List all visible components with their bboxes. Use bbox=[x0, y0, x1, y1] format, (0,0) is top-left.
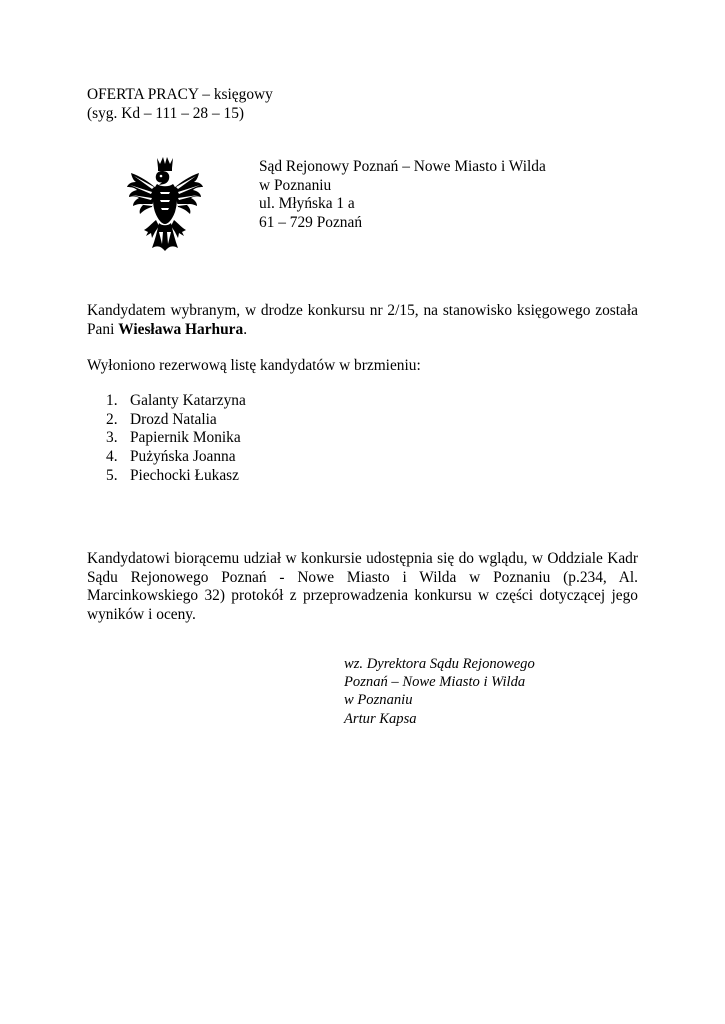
list-item-number: 4. bbox=[106, 448, 118, 466]
list-item bbox=[106, 411, 246, 430]
list-item-number: 5. bbox=[106, 466, 118, 484]
list-item-number: 2. bbox=[106, 410, 118, 428]
polish-eagle-emblem-icon bbox=[124, 154, 206, 252]
list-item bbox=[106, 392, 246, 411]
court-name: Sąd Rejonowy Poznań – Nowe Miasto i Wilda bbox=[259, 158, 546, 175]
signature-line-court: Poznań – Nowe Miasto i Wilda bbox=[344, 674, 526, 691]
selection-text: Kandydatem wybranym, w drodze konkursu nr 2/15, na stanowisko księgowego została Pani bbox=[87, 302, 638, 338]
list-item bbox=[106, 429, 246, 448]
list-item-name: Drozd Natalia bbox=[130, 410, 217, 428]
list-item-name: Pużyńska Joanna bbox=[130, 448, 236, 466]
document-reference: (syg. Kd – 111 – 28 – 15) bbox=[87, 104, 245, 122]
access-note-paragraph: Kandydatowi biorącemu udział w konkursie udostępnia się do wglądu, w Oddziale Kadr Sądu Rejonowego Poznań - Nowe Miasto i Wilda w Poznaniu (p.234, Al. Marcinkowskiego 32) protokół z przeprowadzenia konkursu w części dotyczącej jego wyników i oceny. bbox=[87, 550, 638, 624]
list-item bbox=[106, 467, 246, 486]
reserve-list bbox=[106, 392, 246, 486]
list-item bbox=[106, 448, 246, 467]
court-city: w Poznaniu bbox=[259, 176, 332, 194]
document-header bbox=[87, 86, 273, 123]
court-street: ul. Młyńska 1 a bbox=[259, 195, 355, 213]
reserve-list-intro: Wyłoniono rezerwową listę kandydatów w brzmieniu: bbox=[87, 357, 421, 374]
list-item-number: 3. bbox=[106, 429, 118, 447]
signature-line-city: w Poznaniu bbox=[344, 692, 413, 709]
selection-end: . bbox=[243, 320, 248, 338]
court-address bbox=[259, 158, 546, 233]
document-title: OFERTA PRACY – księgowy bbox=[87, 86, 273, 103]
court-postal-code: 61 – 729 Poznań bbox=[259, 214, 363, 232]
signature-block bbox=[344, 655, 535, 728]
signature-line-name: Artur Kapsa bbox=[344, 710, 417, 727]
selected-candidate-name: Wiesława Harhura bbox=[118, 320, 244, 338]
selection-paragraph bbox=[87, 302, 638, 339]
list-item-number: 1. bbox=[106, 392, 118, 409]
list-item-name: Piechocki Łukasz bbox=[130, 466, 239, 484]
list-item-name: Papiernik Monika bbox=[130, 429, 241, 447]
list-item-name: Galanty Katarzyna bbox=[130, 392, 246, 409]
signature-line-title: wz. Dyrektora Sądu Rejonowego bbox=[344, 656, 535, 672]
